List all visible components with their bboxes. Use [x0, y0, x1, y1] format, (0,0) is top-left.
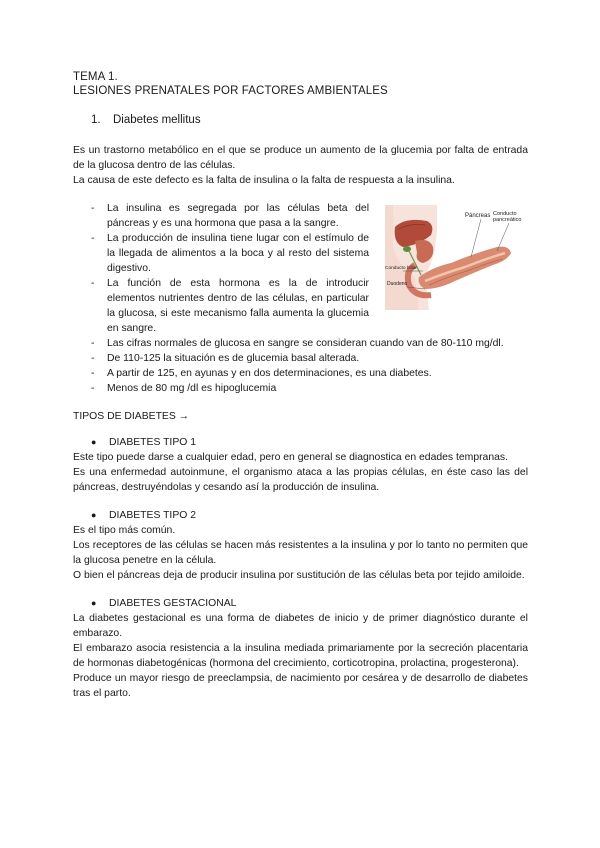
label-duct-2: pancreático	[493, 217, 522, 223]
bullet-list-wide	[73, 336, 528, 396]
list-item: - Las cifras normales de glucosa en sangre se consideran cuando van de 80-110 mg/dl.	[91, 338, 504, 349]
intro-paragraph: Es un trastorno metabólico en el que se produce un aumento de la glucemia por falta de entrada de la glucosa dentro de las células.	[73, 145, 528, 171]
type-heading: ● DIABETES TIPO 1	[91, 437, 197, 448]
intro-block	[73, 143, 528, 188]
label-pancreas: Páncreas	[465, 213, 491, 219]
type-paragraph: Es el tipo más común.	[73, 525, 176, 536]
type-paragraph: Los receptores de las células se hacen más resistentes a la insulina y por lo tanto no permiten que la glucosa penetre en la célula.	[73, 540, 528, 566]
label-duodenum: Duodeno	[387, 281, 408, 287]
type-paragraph: Este tipo puede darse a cualquier edad, pero en general se diagnostica en edades tempranas.	[73, 452, 508, 463]
type-section-2	[73, 508, 528, 583]
section-heading	[73, 114, 528, 126]
type-section-3	[73, 596, 528, 701]
section-title: Diabetes mellitus	[113, 114, 201, 126]
list-item: - A partir de 125, en ayunas y en dos determinaciones, es una diabetes.	[91, 368, 432, 379]
section-number: 1.	[91, 114, 101, 126]
type-paragraph: O bien el páncreas deja de producir insulina por sustitución de las células beta por tejido amiloide.	[73, 570, 525, 581]
list-item: - Menos de 80 mg /dl es hipoglucemia	[91, 383, 277, 394]
pancreas-illustration	[385, 205, 525, 310]
list-item: - La insulina es segregada por las células beta del páncreas y es una hormona que pasa a la sangre.	[91, 203, 369, 229]
type-heading: ● DIABETES GESTACIONAL	[91, 598, 237, 609]
type-paragraph: El embarazo asocia resistencia a la insulina mediada primariamente por la secreción placentaria de hormonas diabetogénicas (hormona del crecimiento, corticotropina, prolactina, progesterona).	[73, 643, 528, 669]
bullet-section	[73, 201, 528, 396]
type-paragraph: Produce un mayor riesgo de preeclampsia, de nacimiento por cesárea y de desarrollo de diabetes tras el parto.	[73, 673, 528, 699]
list-item: - La función de esta hormona es la de introducir elementos nutrientes dentro de las células, en particular la glucosa, si este mecanismo falla aumenta la glucemia en sangre.	[91, 278, 369, 334]
topic-number: TEMA 1.	[73, 71, 118, 83]
intro-paragraph: La causa de este defecto es la falta de insulina o la falta de respuesta a la insulina.	[73, 175, 455, 186]
types-heading: TIPOS DE DIABETES →	[73, 411, 190, 422]
type-paragraph: La diabetes gestacional es una forma de diabetes de inicio y de primer diagnóstico durante el embarazo.	[73, 613, 528, 639]
type-paragraph: Es una enfermedad autoinmune, el organismo ataca a las propias células, en éste caso las del páncreas, destruyéndolas y cesando así la producción de insulina.	[73, 467, 528, 493]
label-duct-1: Conducto	[493, 211, 517, 217]
list-item: - La producción de insulina tiene lugar con el estímulo de la llegada de alimentos a la boca y al resto del sistema digestivo.	[91, 233, 369, 274]
document-page	[73, 70, 528, 701]
type-heading: ● DIABETES TIPO 2	[91, 510, 197, 521]
type-section-1	[73, 435, 528, 495]
topic-title: LESIONES PRENATALES POR FACTORES AMBIENTALES	[73, 85, 388, 97]
list-item: - De 110-125 la situación es de glucemia basal alterada.	[91, 353, 360, 364]
label-bile-duct: Conducto biliar	[385, 266, 417, 271]
